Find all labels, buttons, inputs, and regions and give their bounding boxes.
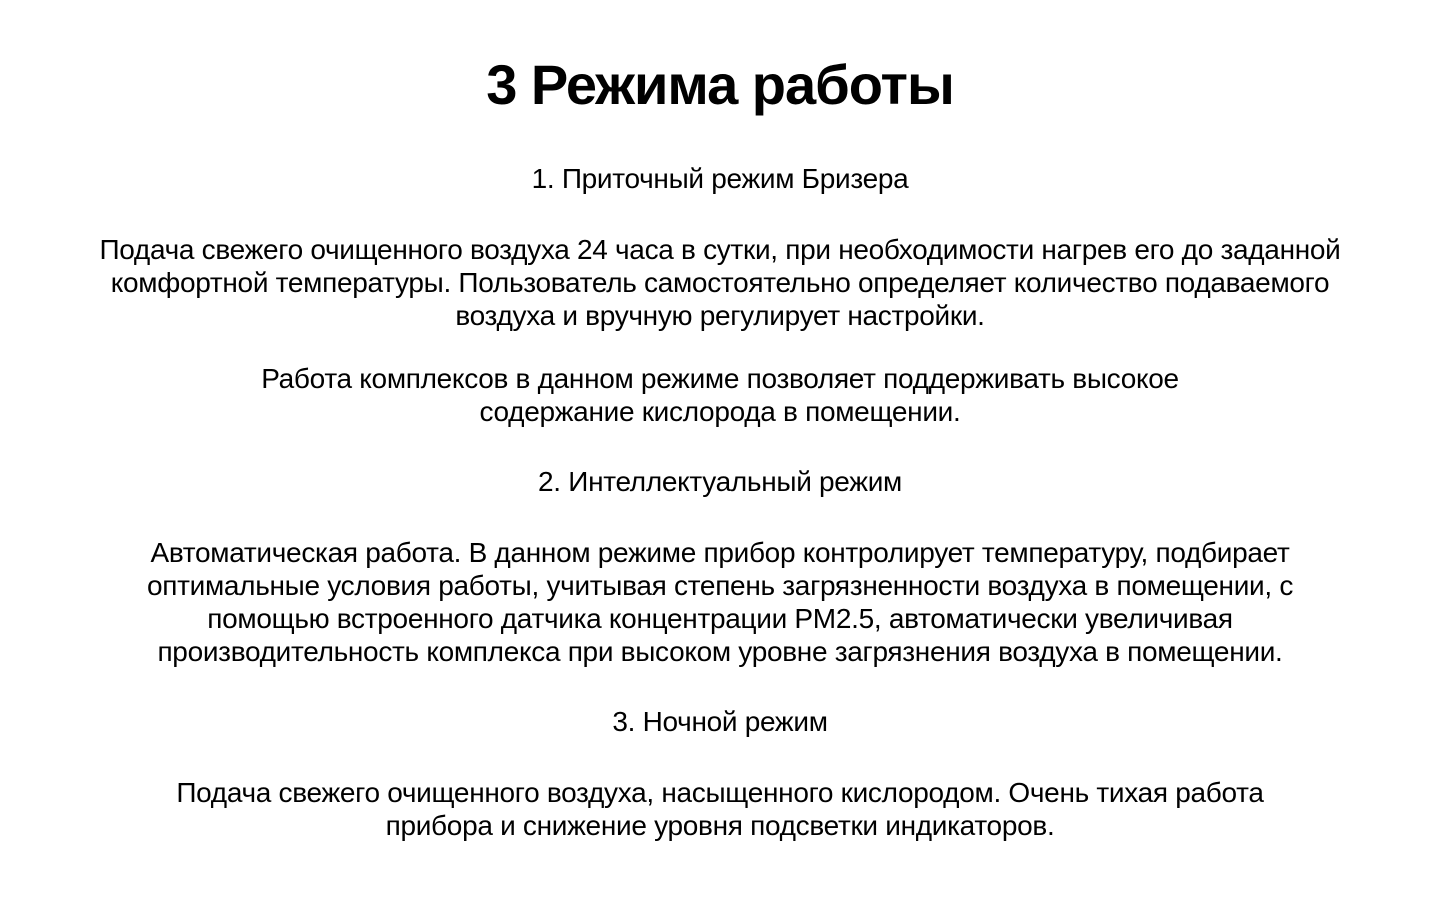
section-supply-mode bbox=[0, 163, 1440, 428]
paragraph-night-mode-1: Подача свежего очищенного воздуха, насыщенного кислородом. Очень тихая работа прибора и снижение уровня подсветки индикаторов. bbox=[176, 777, 1264, 841]
paragraph-supply-mode-1: Подача свежего очищенного воздуха 24 часа в сутки, при необходимости нагрев его до заданной комфортной температуры. Пользователь самостоятельно определяет количество подаваемого воздуха и вручную регулирует настройки. bbox=[99, 234, 1341, 331]
paragraph-supply-mode-2: Работа комплексов в данном режиме позволяет поддерживать высокое содержание кислорода в помещении. bbox=[261, 363, 1179, 427]
section-night-mode bbox=[0, 706, 1440, 842]
paragraph-intelligent-mode-1: Автоматическая работа. В данном режиме прибор контролирует температуру, подбирает оптимальные условия работы, учитывая степень загрязненности воздуха в помещении, с помощью встроенного датчика концентрации PM2.5, автоматически увеличивая производительность комплекса при высоком уровне загрязнения воздуха в помещении. bbox=[146, 537, 1294, 667]
section-heading-night-mode: 3. Ночной режим bbox=[612, 706, 828, 737]
section-intelligent-mode bbox=[0, 466, 1440, 668]
page-title: 3 Режима работы bbox=[486, 53, 954, 116]
section-heading-intelligent-mode: 2. Интеллектуальный режим bbox=[538, 466, 902, 497]
section-heading-supply-mode: 1. Приточный режим Бризера bbox=[531, 163, 909, 194]
